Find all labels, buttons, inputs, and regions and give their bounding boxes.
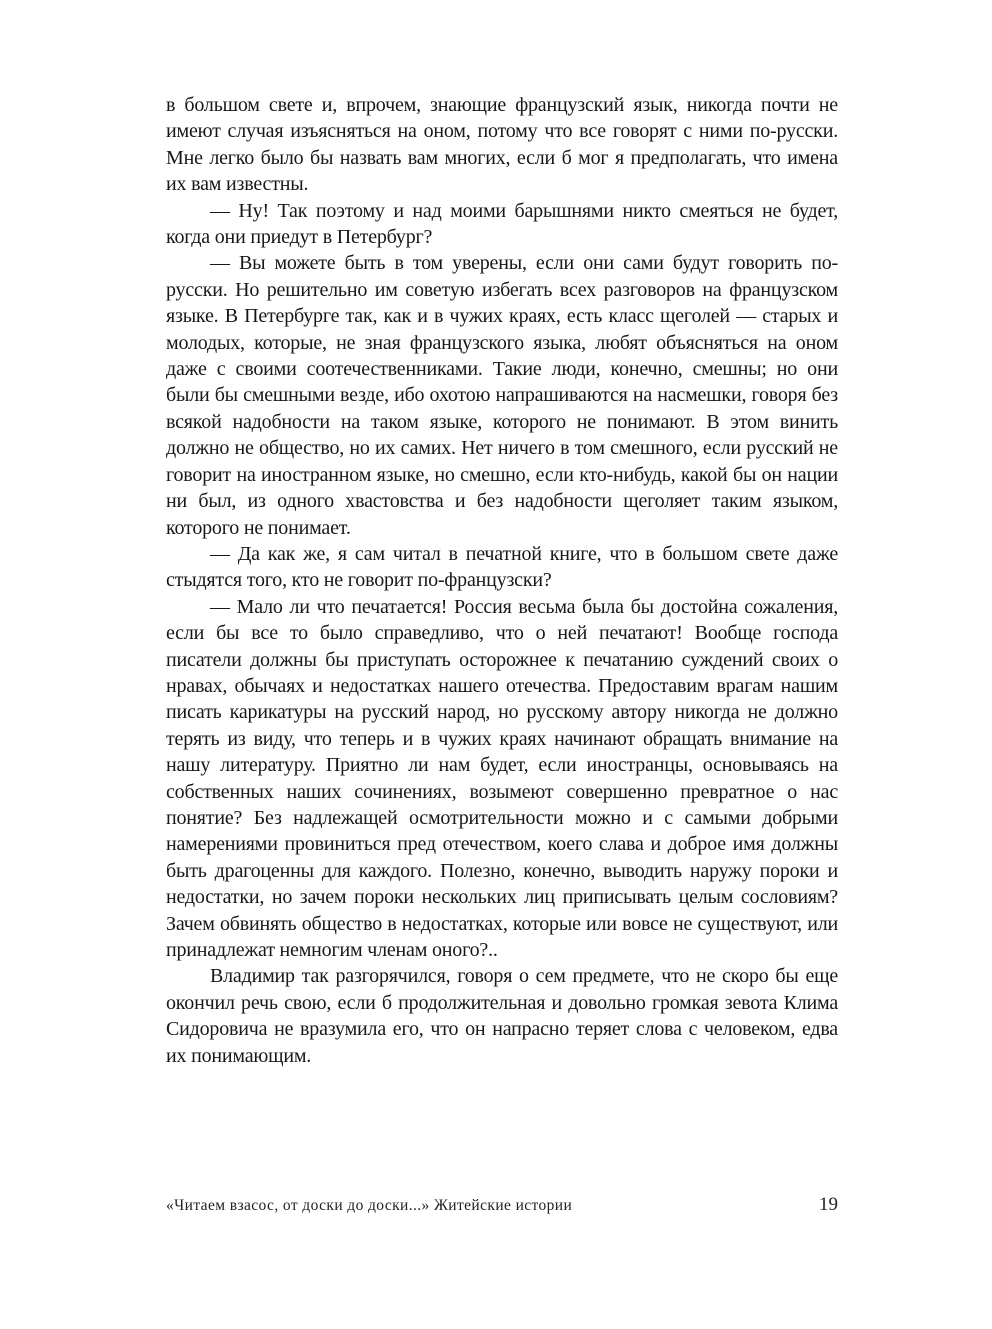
paragraph: — Мало ли что печатается! Россия весьма была бы достойна сожаления, если бы все то было справедливо, что о ней печатают! Вообще господа писатели должны бы приступать осторожнее к печатанию суждений своих о нравах, обычаях и недостатках нашего отечества. Предоставим врагам нашим писать карикатуры на русский народ, но русскому автору никогда не должно терять из виду, что теперь и в чужих краях начинают обращать внимание на нашу литературу. Приятно ли нам будет, если иностранцы, основываясь на собственных наших сочинениях, возымеют совершенно превратное о нас понятие? Без надлежащей осмотрительности можно и с самыми добрыми намерениями провиниться пред отечеством, коего слава и доброе имя должны быть драгоценны для каждого. Полезно, конечно, выводить наружу пороки и недостатки, но зачем пороки нескольких лиц приписывать целым сословиям? Зачем обвинять общество в недостатках, которые или вовсе не существуют, или принадлежат немногим членам оного?..: [166, 595, 838, 961]
page-number: 19: [819, 1194, 838, 1215]
paragraph: Владимир так разгорячился, говоря о сем предмете, что не скоро бы еще окончил речь свою, если б продолжительная и довольно громкая зевота Клима Сидоровича не вразумила его, что он напрасно теряет слова с человеком, едва их понимающим.: [166, 965, 838, 1067]
paragraph: в большом свете и, впрочем, знающие французский язык, никогда почти не имеют случая изъясняться на оном, потому что все говорят с ними по-русски. Мне легко было бы назвать вам многих, если б мог я предполагать, что имена их вам известны.: [166, 94, 838, 196]
body-text: [166, 92, 838, 1069]
paragraph: — Ну! Так поэтому и над моими барышнями никто смеяться не будет, когда они приедут в Петербург?: [166, 199, 838, 249]
running-title: «Читаем взасос, от доски до доски...» Житейские истории: [166, 1197, 573, 1214]
paragraph: — Вы можете быть в том уверены, если они сами будут говорить по-русски. Но решительно им советую избегать всех разговоров на французском языке. В Петербурге так, как и в чужих краях, есть класс щеголей — старых и молодых, которые, не зная французского языка, любят объясняться на оном даже с своими соотечественниками. Такие люди, конечно, смешны; но они были бы смешными везде, ибо охотою напрашиваются на насмешки, говоря без всякой надобности на таком языке, которого не понимают. В этом винить должно не общество, но их самих. Нет ничего в том смешного, если русский не говорит на иностранном языке, но смешно, если кто-нибудь, какой бы он нации ни был, из одного хвастовства и без надобности щеголяет таким языком, которого не понимает.: [166, 252, 838, 539]
paragraph: — Да как же, я сам читал в печатной книге, что в большом свете даже стыдятся того, кто не говорит по-французски?: [166, 542, 838, 592]
running-footer: [166, 1194, 838, 1216]
